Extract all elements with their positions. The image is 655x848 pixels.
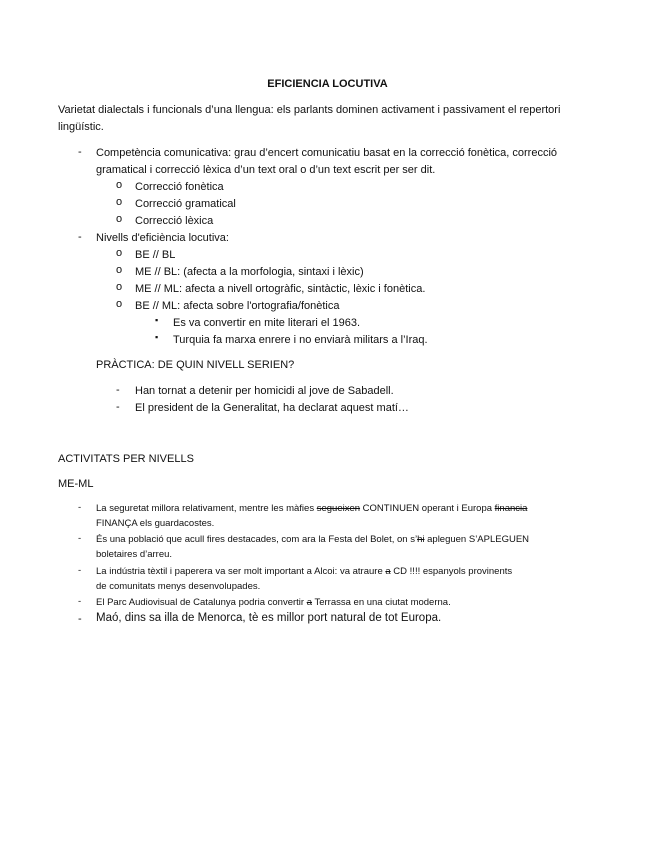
circle-bullet: o [116,281,123,293]
strikethrough-text: a [306,597,312,608]
square-bullet: ▪ [155,332,159,342]
activity-text: La seguretat millora relativament, mentre les màfies [96,503,317,514]
dash-bullet: - [78,596,82,607]
activitats-subheading: ME-ML [58,478,94,490]
list-item-competencia-cont: gramatical i correcció lèxica d’un text oral o d’un text escrit per ser dit. [96,164,436,176]
activity-line [96,564,512,579]
intro-line-1: Varietat dialectals i funcionals d’una llengua: els parlants dominen activament i passivament el repertori [58,104,561,116]
strikethrough-text: segueixen [316,503,361,514]
sub-item: BE // BL [135,249,176,261]
sub-item: Correcció gramatical [135,198,236,210]
page-title: EFICIENCIA LOCUTIVA [267,78,388,90]
circle-bullet: o [116,196,123,208]
activity-text: Terrassa en una ciutat moderna. [312,597,451,608]
strikethrough-text: hi [417,534,425,545]
activity-line [96,501,527,516]
activity-line [96,595,451,610]
strikethrough-text: financia [494,503,528,514]
list-item-competencia: Competència comunicativa: grau d’encert comunicatiu basat en la correcció fonètica, correcció [96,147,558,159]
circle-bullet: o [116,179,123,191]
activity-line: Maó, dins sa illa de Menorca, tè es millor port natural de tot Europa. [96,612,442,624]
circle-bullet: o [116,264,123,276]
dash-bullet: - [78,533,82,544]
list-item-nivells: Nivells d'eficiència locutiva: [96,232,229,244]
sub-item: Correcció fonètica [135,181,224,193]
intro-line-2: lingüístic. [58,121,104,133]
activitats-heading: ACTIVITATS PER NIVELLS [58,453,194,465]
activity-line [96,532,529,547]
activity-text: apleguen S’APLEGUEN [424,534,530,545]
dash-bullet: - [78,146,82,158]
activity-line-cont: FINANÇA els guardacostes. [96,518,215,529]
sub-sub-item: Es va convertir en mite literari el 1963. [173,317,361,329]
activity-text: CONTINUEN operant i Europa [360,503,495,514]
dash-bullet: - [78,565,82,576]
dash-bullet: - [116,401,120,413]
activity-line-cont: de comunitats menys desenvolupades. [96,581,261,592]
sub-item: BE // ML: afecta sobre l'ortografia/fonètica [135,300,340,312]
dash-bullet: - [78,502,82,513]
circle-bullet: o [116,247,123,259]
practica-item: Han tornat a detenir per homicidi al jove de Sabadell. [135,385,394,397]
activity-text: La indústria tèxtil i paperera va ser molt important a Alcoi: va atraure [96,566,386,577]
dash-bullet: - [78,613,82,625]
practica-item: El president de la Generalitat, ha declarat aquest matí… [135,402,409,414]
activity-line-cont: boletaires d’arreu. [96,549,173,560]
circle-bullet: o [116,298,123,310]
strikethrough-text: a [385,566,391,577]
square-bullet: ▪ [155,315,159,325]
dash-bullet: - [116,384,120,396]
activity-text: És una població que acull fires destacades, com ara la Festa del Bolet, on s’ [96,534,418,545]
activity-text: El Parc Audiovisual de Catalunya podria convertir [96,597,307,608]
dash-bullet: - [78,231,82,243]
sub-item: ME // ML: afecta a nivell ortogràfic, sintàctic, lèxic i fonètica. [135,283,426,295]
sub-item: Correcció lèxica [135,215,214,227]
circle-bullet: o [116,213,123,225]
practica-heading: PRÀCTICA: DE QUIN NIVELL SERIEN? [96,359,295,371]
sub-sub-item: Turquia fa marxa enrere i no enviarà militars a l’Iraq. [173,334,428,346]
sub-item: ME // BL: (afecta a la morfologia, sintaxi i lèxic) [135,266,364,278]
activity-text: CD !!!! espanyols provinents [390,566,513,577]
